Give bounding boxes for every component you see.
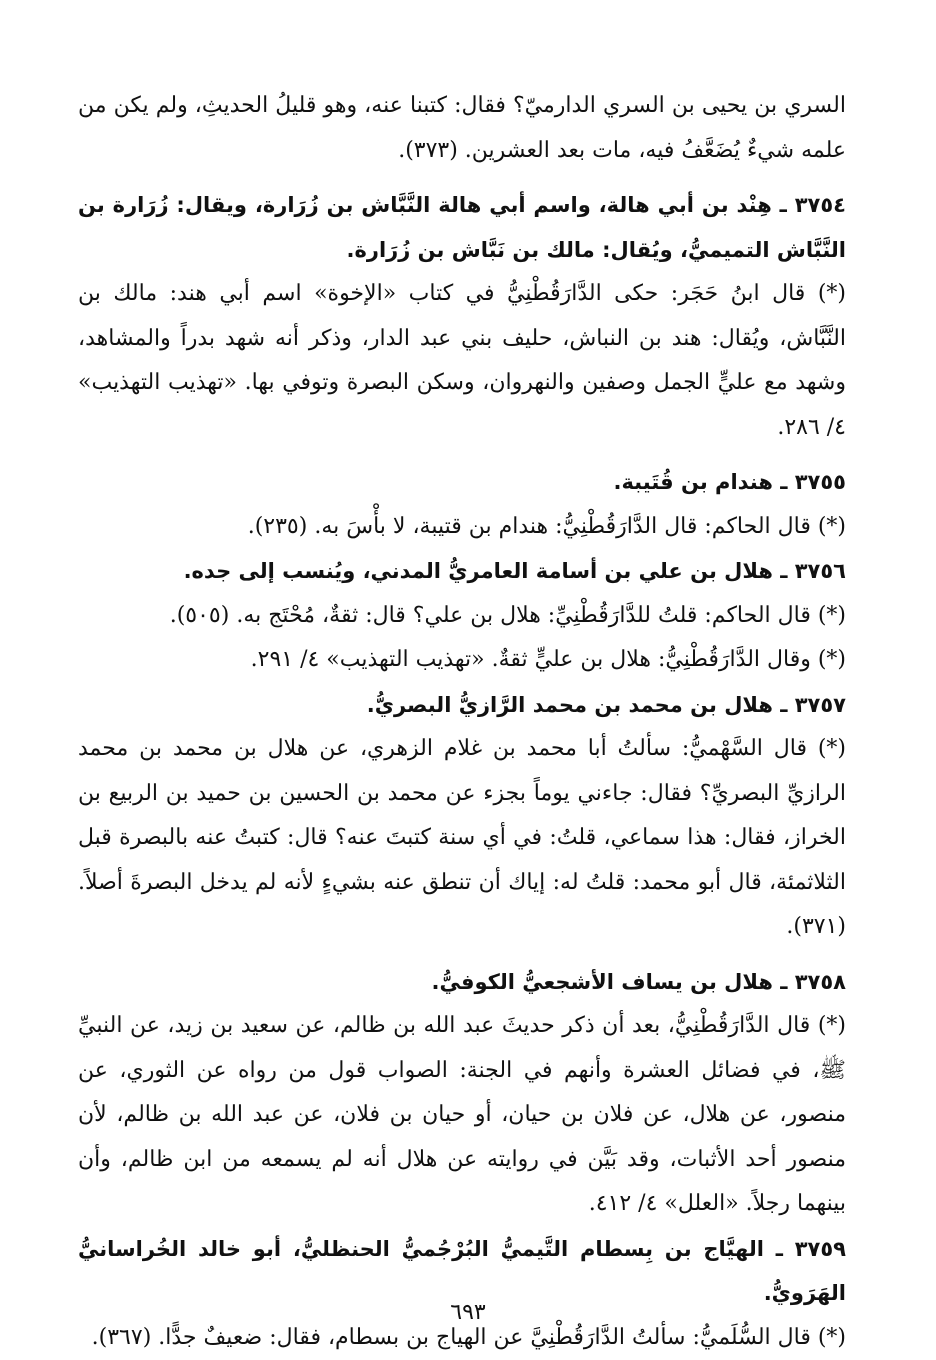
entry-heading-3755: ٣٧٥٥ ـ هندام بن قُتَيبة. [78,460,846,505]
text-body [78,84,846,1360]
entry-heading-3756: ٣٧٥٦ ـ هلال بن علي بن أسامة العامريُّ المدني، ويُنسب إلى جده. [78,549,846,594]
paragraph-continuation: السري بن يحيى بن السري الدارميّ؟ فقال: كتبنا عنه، وهو قليلُ الحديثِ، ولم يكن من علمه شيءٌ يُضَعَّفُ فيه، مات بعد العشرين. (٣٧٣). [78,84,846,173]
entry-heading-3757: ٣٧٥٧ ـ هلال بن محمد بن محمد الرَّازيُّ البصريُّ. [78,683,846,728]
entry-body-3754: (*) قال ابنُ حَجَر: حكى الدَّارَقُطْنِيُّ في كتاب «الإخوة» اسم أبي هند: مالك بن النَّبَّاش، ويُقال: هند بن النباش، حليف بني عبد الدار، وذكر أنه شهد بدراً والمشاهد، وشهد مع عليٍّ الجمل وصفين والنهروان، وسكن البصرة وتوفي بها. «تهذيب التهذيب» ٤/ ٢٨٦. [78,272,846,450]
entry-body-3756-b: (*) وقال الدَّارَقُطْنِيُّ: هلال بن عليٍّ ثقةٌ. «تهذيب التهذيب» ٤/ ٢٩١. [78,638,846,683]
entry-body-3756-a: (*) قال الحاكم: قلتُ للدَّارَقُطْنِيِّ: هلال بن علي؟ قال: ثقةٌ، مُحْتَج به. (٥٠٥). [78,594,846,639]
entry-heading-3758: ٣٧٥٨ ـ هلال بن يساف الأشجعيُّ الكوفيُّ. [78,960,846,1005]
entry-body-3758: (*) قال الدَّارَقُطْنِيُّ، بعد أن ذكر حديثَ عبد الله بن ظالم، عن سعيد بن زيد، عن النبيِّ ﷺ، في فضائل العشرة وأنهم في الجنة: الصواب قول من رواه عن الثوري، عن منصور، عن هلال، عن فلان بن حيان، أو حيان بن فلان، عن عبد الله بن ظالم، لأن منصور أحد الأثبات، وقد بَيَّن في روايته عن هلال أنه لم يسمعه من ابن ظالم، وأن بينهما رجلاً. «العلل» ٤/ ٤١٢. [78,1004,846,1227]
entry-body-3757: (*) قال السَّهْميُّ: سألتُ أبا محمد بن غلام الزهري، عن هلال بن محمد بن محمد الرازيِّ البصريِّ؟ فقال: جاءني يوماً بجزء عن محمد بن الحسين بن حميد بن الربيع بن الخراز، فقال: هذا سماعي، قلتُ: في أي سنة كتبتَ عنه؟ قال: كتبتُ عنه بالبصرة قبل الثلاثمئة، قال أبو محمد: قلتُ له: إياك أن تنطق عنه بشيءٍ لأنه لم يدخل البصرةَ أصلاً. (٣٧١). [78,727,846,950]
page-number: ٦٩٣ [0,1300,936,1325]
entry-body-3759: (*) قال السُّلَميُّ: سألتُ الدَّارَقُطْنِيَّ عن الهياج بن بسطام، فقال: ضعيفٌ جدًّا. (٣٦٧). [78,1316,846,1360]
entry-body-3755: (*) قال الحاكم: قال الدَّارَقُطْنِيُّ: هندام بن قتيبة، لا بأْسَ به. (٢٣٥). [78,505,846,550]
entry-heading-3754: ٣٧٥٤ ـ هِنْد بن أبي هالة، واسم أبي هالة النَّبَّاش بن زُرَارة، ويقال: زُرَارة بن النَّبَّاش التميميُّ، ويُقال: مالك بن نَبَّاش بن زُرَارة. [78,183,846,272]
entry-heading-3759: ٣٧٥٩ ـ الهيَّاج بن بِسطام التَّيميُّ البُرْجُميُّ الحنظليُّ، أبو خالد الخُراسانيُّ الهَرَويُّ. [78,1227,846,1316]
